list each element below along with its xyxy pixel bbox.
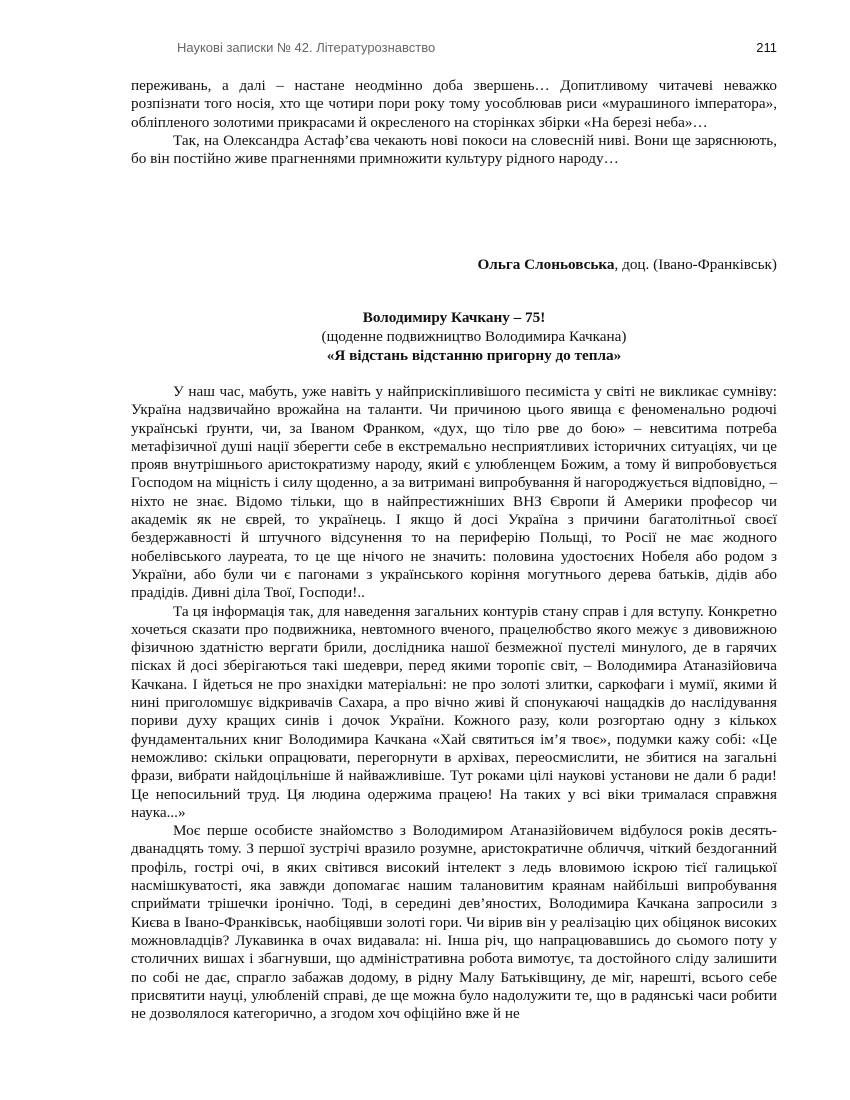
intro-paragraph: переживань, а далі – настане неодмінно доба звершень… Допитливому читачеві неважко розпізнати того носія, хто ще чотири пори року тому уособлював риси «мурашиного імператора», обліпленого золотими прикрасами й окресленого на сторінках збірки «На березі неба»… bbox=[131, 77, 777, 131]
article-title: Володимиру Качкану – 75! bbox=[362, 309, 546, 326]
article-heading bbox=[131, 308, 777, 365]
article-body bbox=[131, 383, 777, 1023]
page-number: 211 bbox=[756, 40, 777, 55]
article-quote-title: «Я відстань відстанню пригорну до тепла» bbox=[326, 347, 622, 364]
intro-paragraph: Так, на Олександра Астаф’єва чекають нові покоси на словесній ниві. Вони ще заряснюють, бо він постійно живе прагненнями примножити культуру рідного народу… bbox=[131, 131, 777, 168]
signature-name: Ольга Слоньовська bbox=[477, 256, 615, 273]
body-paragraph: Моє перше особисте знайомство з Володимиром Атаназійовичем відбулося років десять-дванадцять тому. З першої зустрічі вразило розумне, аристократичне обличчя, чіткий бездоганний профіль, гострі очі, в яких світився високий інтелект з ледь вловимою іскрою тієї галицької насмішкуватості, яка завжди допомагає нашим талановитим краянам найбільші випробування сприймати трішечки іронічно. Тоді, в середині дев’яностих, Володимира Качкана запросили з Києва в Івано-Франківськ, наобіцявши золоті гори. Чи вірив він у реалізацію цих обіцянок високих можновладців? Лукавинка в очах видавала: ні. Інша річ, що напрацювавшись до сьомого поту у столичних вишах і збагнувши, що адміністративна робота вимотує, та достойного сліду залишити по собі не дає, спрагло забажав додому, в рідну Малу Батьківщину, де міг, нарешті, всього себе присвятити науці, улюбленій справі, де ще можна було надолужити те, що в радянські часи робити не дозволялося категорично, а згодом хоч офіційно вже й не bbox=[131, 822, 777, 1023]
body-paragraph: Та ця інформація так, для наведення загальних контурів стану справ і для вступу. Конкретно хочеться сказати про подвижника, невтомного вченого, працелюбство якого межує з дивовижною фізичною здатністю вергати брили, дослідника нашої безмежної пустелі минулого, де в гарячих пісках й досі зберігаються такі шедеври, перед якими торопіє світ, – Володимира Атаназійовича Качкана. І йдеться не про знахідки матеріальні: не про золоті злитки, саркофаги і мумії, якими й нині приголомшує відкривачів Сахара, а про вічно живі й спонукаючі нащадків до наслідування пориви духу кращих синів і дочок України. Кожного разу, коли розгортаю одну з кількох фундаментальних книг Володимира Качкана «Хай святиться ім’я твоє», подумки кажу собі: «Це неможливо: скільки опрацювати, перегорнути в архівах, переосмислити, не збитися на загальні фрази, вибрати найдоцільніше й найважливіше. Тут роками цілі наукові установи не дали б ради! Це непосильний труд. Ця людина одержима працею! На таких у всі віки трималася справжня наука...» bbox=[131, 602, 777, 821]
running-header bbox=[177, 40, 777, 60]
article-subtitle: (щоденне подвижництво Володимира Качкана) bbox=[321, 328, 627, 345]
author-signature bbox=[477, 256, 777, 274]
body-paragraph: У наш час, мабуть, уже навіть у найприскіпливішого песиміста у світі не викликає сумніву: Україна надзвичайно врожайна на таланти. Чи причиною цього явища є феноменально родючі українські ґрунти, чи, за Іваном Франком, «дух, що тіло рве до бою» – невситима потреба метафізичної душі нації зберегти себе в екстремально несприятливих історичних ситуаціях, чи це прояв внутрішнього аристократизму народу, який є улюбленцем Божим, а тому й випробовується Господом на міцність і силу щоденно, а за витримані випробування й нагороджується відповідно, – ніхто не знає. Відомо тільки, що в найпрестижніших ВНЗ Європи й Америки професор чи академік як не єврей, то українець. І якщо й досі Україна з причини багатолітньої своєї бездержавності й штучного відсунення то на периферію Польщі, то Росії не має жодного нобелівського лауреата, то це ще нічого не значить: половина удостоєних Нобеля або родом з України, або були чи є пагонами з українського коріння могутнього дерева батьків, дідів або прадідів. Дивні діла Твої, Господи!.. bbox=[131, 383, 777, 602]
journal-title: Наукові записки № 42. Літературознавство bbox=[177, 40, 436, 55]
signature-affiliation: , доц. (Івано-Франківськ) bbox=[614, 256, 777, 273]
intro-text bbox=[131, 77, 777, 168]
